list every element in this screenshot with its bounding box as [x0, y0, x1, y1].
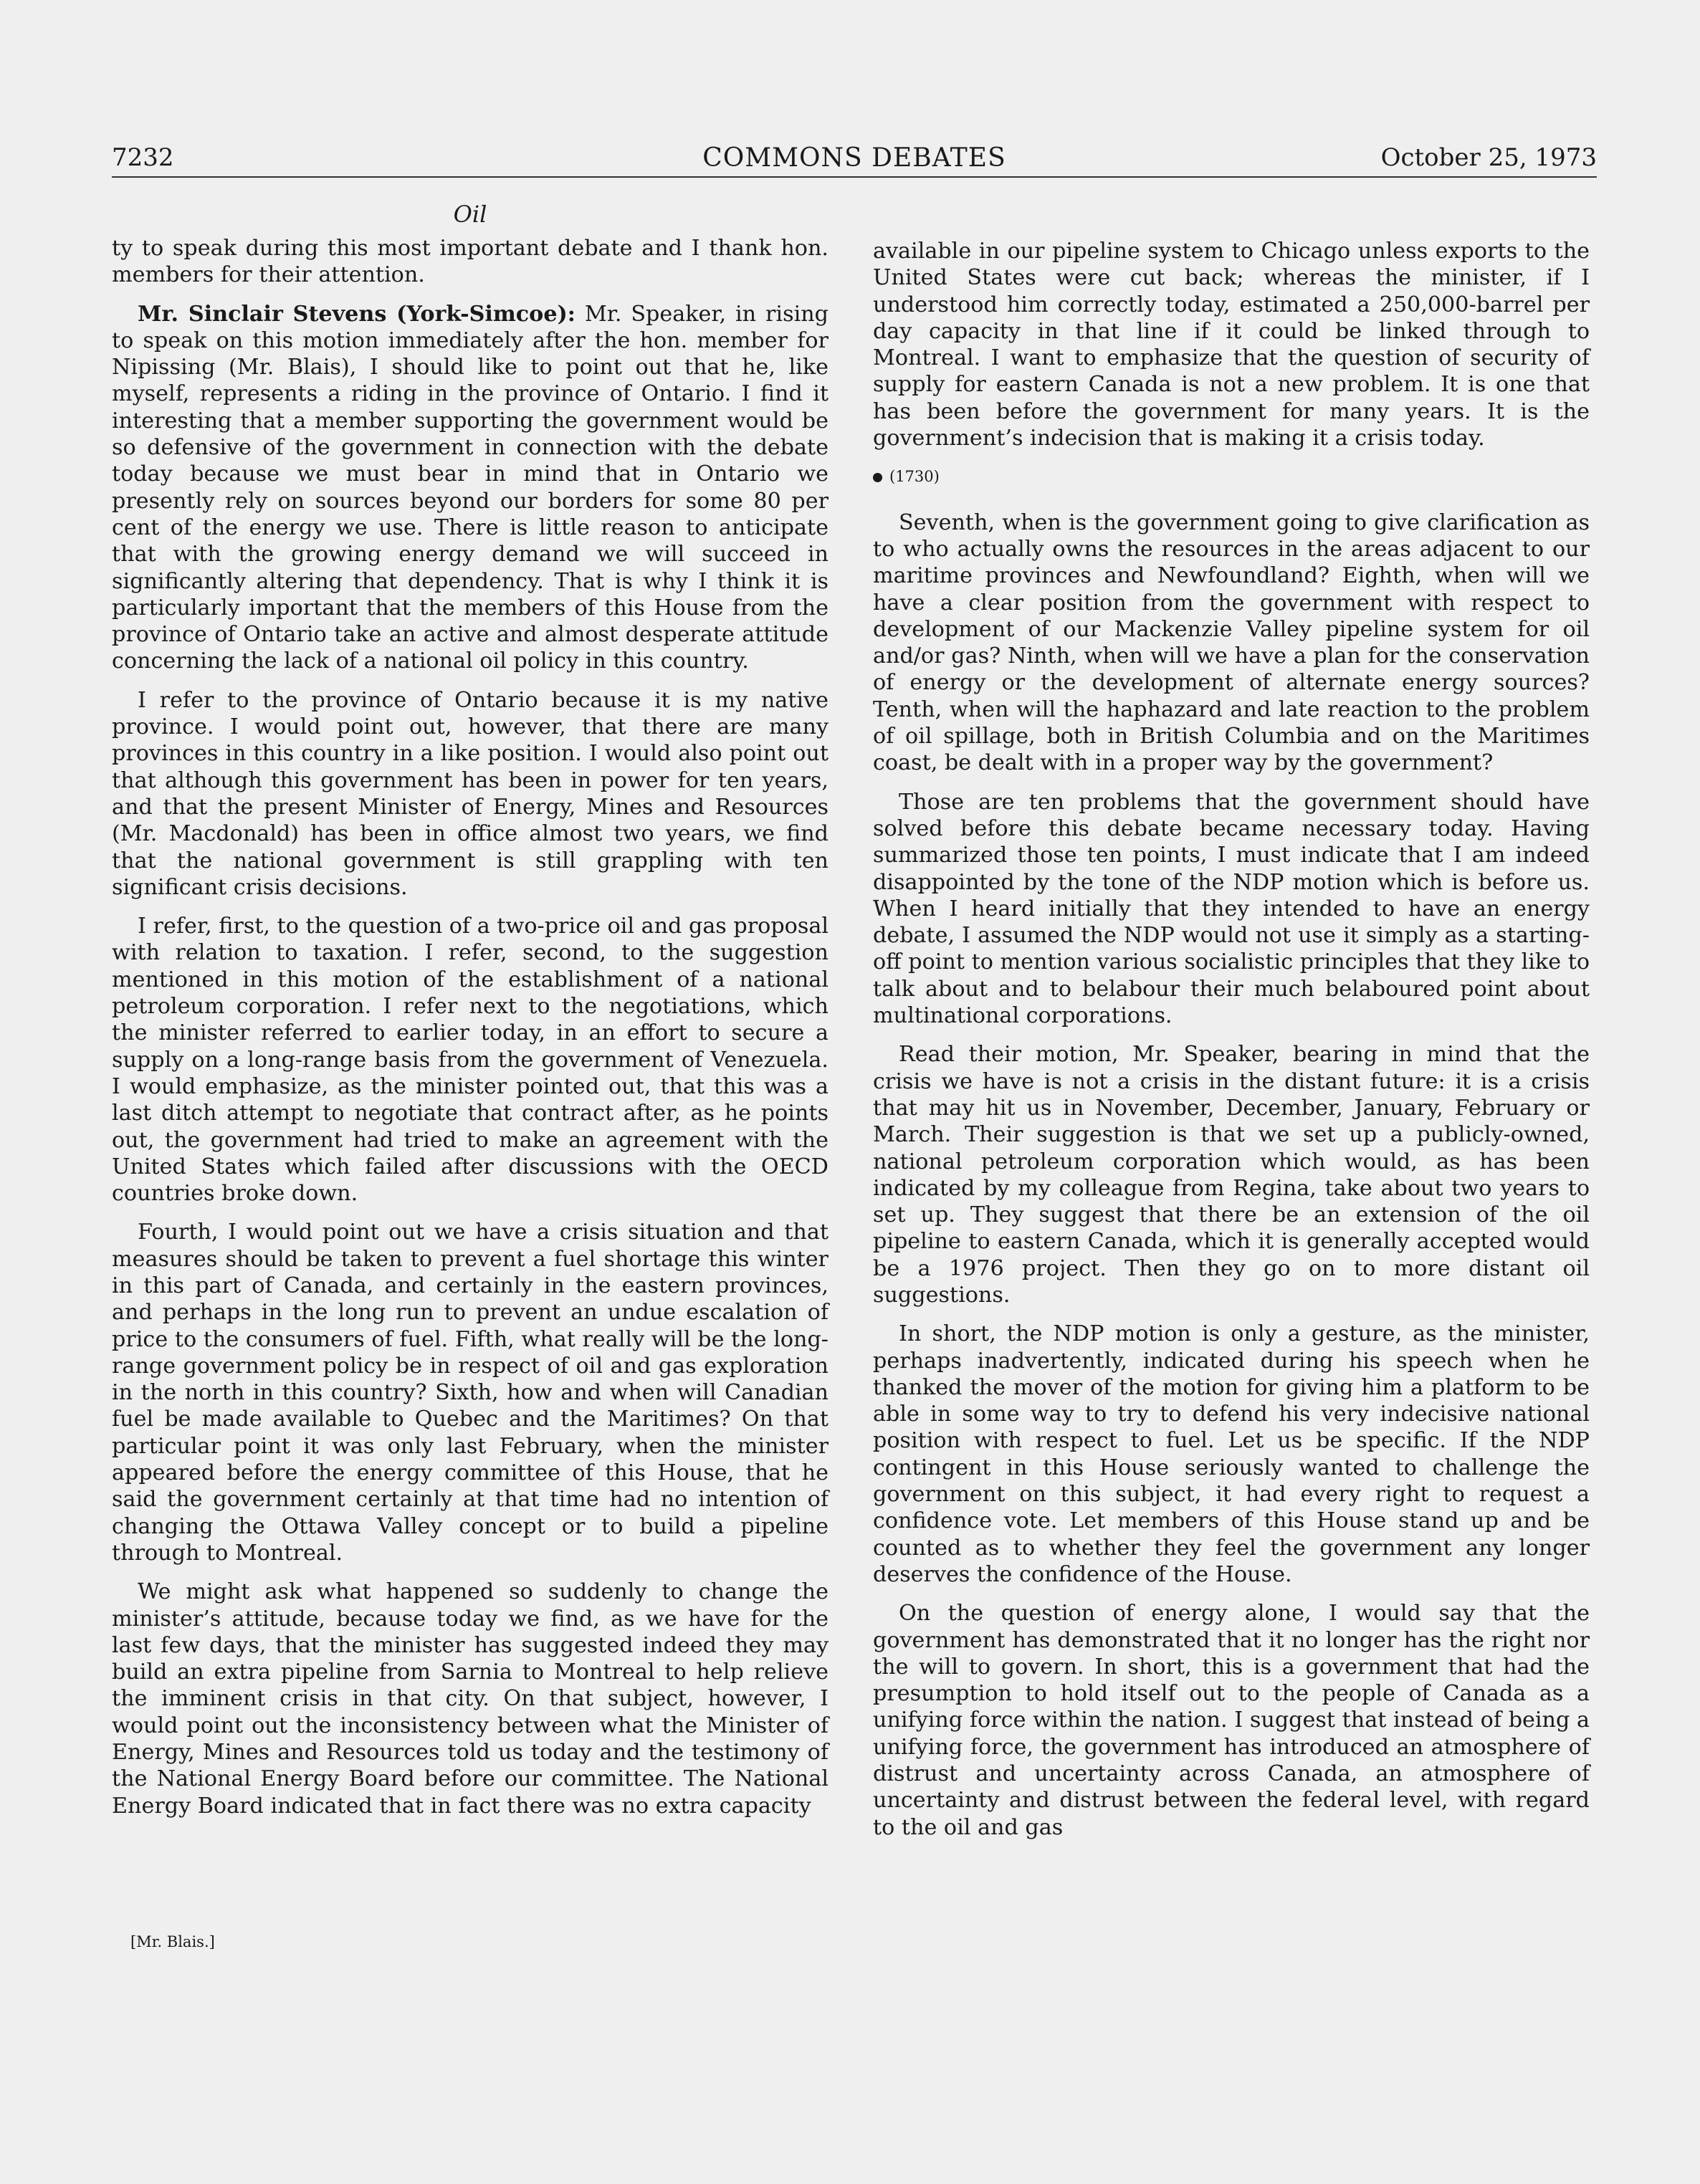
- paragraph: Read their motion, Mr. Speaker, bearing in mind that the crisis we have is not a crisis in the distant future: it is a crisis that may hit us in November, December, January, February or March. Their suggestion is that we set up a publicly-owned, national petroleum corporation which would, as has been indicated by my colleague from Regina, take about two years to set up. They suggest that there be an extension of the oil pipeline to eastern Canada, which it is generally accepted would be a 1976 project. Then they go on to more distant oil suggestions.: [873, 1042, 1590, 1308]
- speaker-name: Mr. Sinclair Stevens (York-Simcoe):: [138, 301, 576, 327]
- paragraph: I refer to the province of Ontario because it is my native province. I would point out, however, that there are many provinces in this country in a like position. I would also point out that although this government has been in power for ten years, and that the present Minister of Energy, Mines and Resources (Mr. Macdonald) has been in office almost two years, we find that the national government is still grappling with ten significant crisis decisions.: [112, 687, 828, 900]
- page-header: [112, 140, 1597, 178]
- paragraph: [112, 301, 828, 675]
- paragraph: available in our pipeline system to Chicago unless exports to the United States were cut back; whereas the minister, if I understood him correctly today, estimated a 250,000-barrel per day capacity in that line if it could be linked through to Montreal. I want to emphasize that the question of security of supply for eastern Canada is not a new problem. It is one that has been before the government for many years. It is the government’s indecision that is making it a crisis today.: [873, 239, 1590, 451]
- right-column: [873, 238, 1590, 1853]
- paragraph: Those are ten problems that the government should have solved before this debate became necessary today. Having summarized those ten points, I must indicate that I am indeed disappointed by the tone of the NDP motion which is before us. When I heard initially that they intended to have an energy debate, I assumed the NDP would not use it simply as a starting-off point to mention various socialistic principles that they like to talk about and to belabour their much belaboured point about multinational corporations.: [873, 789, 1590, 1029]
- subject-heading: Oil: [453, 201, 487, 228]
- paragraph: Fourth, I would point out we have a crisis situation and that measures should be taken to prevent a fuel shortage this winter in this part of Canada, and certainly in the eastern provinces, and perhaps in the long run to prevent an undue escalation of price to the consumers of fuel. Fifth, what really will be the long-range government policy be in respect of oil and gas exploration in the north in this country? Sixth, how and when will Canadian fuel be made available to Quebec and the Maritimes? On that particular point it was only last February, when the minister appeared before the energy committee of this House, that he said the government certainly at that time had no intention of changing the Ottawa Valley concept or to build a pipeline through to Montreal.: [112, 1220, 828, 1566]
- time-marker-text: (1730): [889, 468, 940, 486]
- page-date: October 25, 1973: [1380, 143, 1597, 172]
- paragraph: In short, the NDP motion is only a gesture, as the minister, perhaps inadvertently, indicated during his speech when he thanked the mover of the motion for giving him a platform to be able in some way to try to defend his very indecisive national position with respect to fuel. Let us be specific. If the NDP contingent in this House seriously wanted to challenge the government on this subject, it had every right to request a confidence vote. Let members of this House stand up and be counted as to whether they feel the government any longer deserves the confidence of the House.: [873, 1321, 1590, 1587]
- paragraph: On the question of energy alone, I would say that the government has demonstrated that it no longer has the right nor the will to govern. In short, this is a government that had the presumption to hold itself out to the people of Canada as a unifying force within the nation. I suggest that instead of being a unifying force, the government has introduced an atmosphere of distrust and uncertainty across Canada, an atmosphere of uncertainty and distrust between the federal level, with regard to the oil and gas: [873, 1601, 1590, 1840]
- left-column: [112, 235, 828, 1831]
- paragraph: ty to speak during this most important debate and I thank hon. members for their attention.: [112, 236, 828, 288]
- paragraph-text: Mr. Speaker, in rising to speak on this motion immediately after the hon. member for Nipissing (Mr. Blais), I should like to point out that he, like myself, represents a riding in the province of Ontario. I find it interesting that a member supporting the government would be so defensive of the government in connection with the debate today because we must bear in mind that in Ontario we presently rely on sources beyond our borders for some 80 per cent of the energy we use. There is little reason to anticipate that with the growing energy demand we will succeed in significantly altering that dependency. That is why I think it is particularly important that the members of this House from the province of Ontario take an active and almost desperate attitude concerning the lack of a national oil policy in this country.: [112, 301, 829, 674]
- publication-title: COMMONS DEBATES: [702, 143, 1006, 173]
- page-number: 7232: [112, 143, 174, 172]
- paragraph: We might ask what happened so suddenly to change the minister’s attitude, because today we find, as we have for the last few days, that the minister has suggested indeed they may build an extra pipeline from Sarnia to Montreal to help relieve the imminent crisis in that city. On that subject, however, I would point out the inconsistency between what the Minister of Energy, Mines and Resources told us today and the testimony of the National Energy Board before our committee. The National Energy Board indicated that in fact there was no extra capacity: [112, 1579, 828, 1819]
- speaker-footnote: [Mr. Blais.]: [130, 1933, 215, 1950]
- paragraph: Seventh, when is the government going to give clarification as to who actually owns the resources in the areas adjacent to our maritime provinces and Newfoundland? Eighth, when will we have a clear position from the government with respect to development of our Mackenzie Valley pipeline system for oil and/or gas? Ninth, when will we have a plan for the conservation of energy or the development of alternate energy sources? Tenth, when will the haphazard and late reaction to the problem of oil spillage, both in British Columbia and on the Maritimes coast, be dealt with in a proper way by the government?: [873, 509, 1590, 776]
- bullet-icon: [873, 473, 882, 482]
- paragraph: I refer, first, to the question of a two-price oil and gas proposal with relation to taxation. I refer, second, to the suggestion mentioned in this motion of the establishment of a national petroleum corporation. I refer next to the negotiations, which the minister referred to earlier today, in an effort to secure a supply on a long-range basis from the government of Venezuela. I would emphasize, as the minister pointed out, that this was a last ditch attempt to negotiate that contract after, as he points out, the government had tried to make an agreement with the United States which failed after discussions with the OECD countries broke down.: [112, 914, 828, 1207]
- time-marker: [873, 464, 1590, 490]
